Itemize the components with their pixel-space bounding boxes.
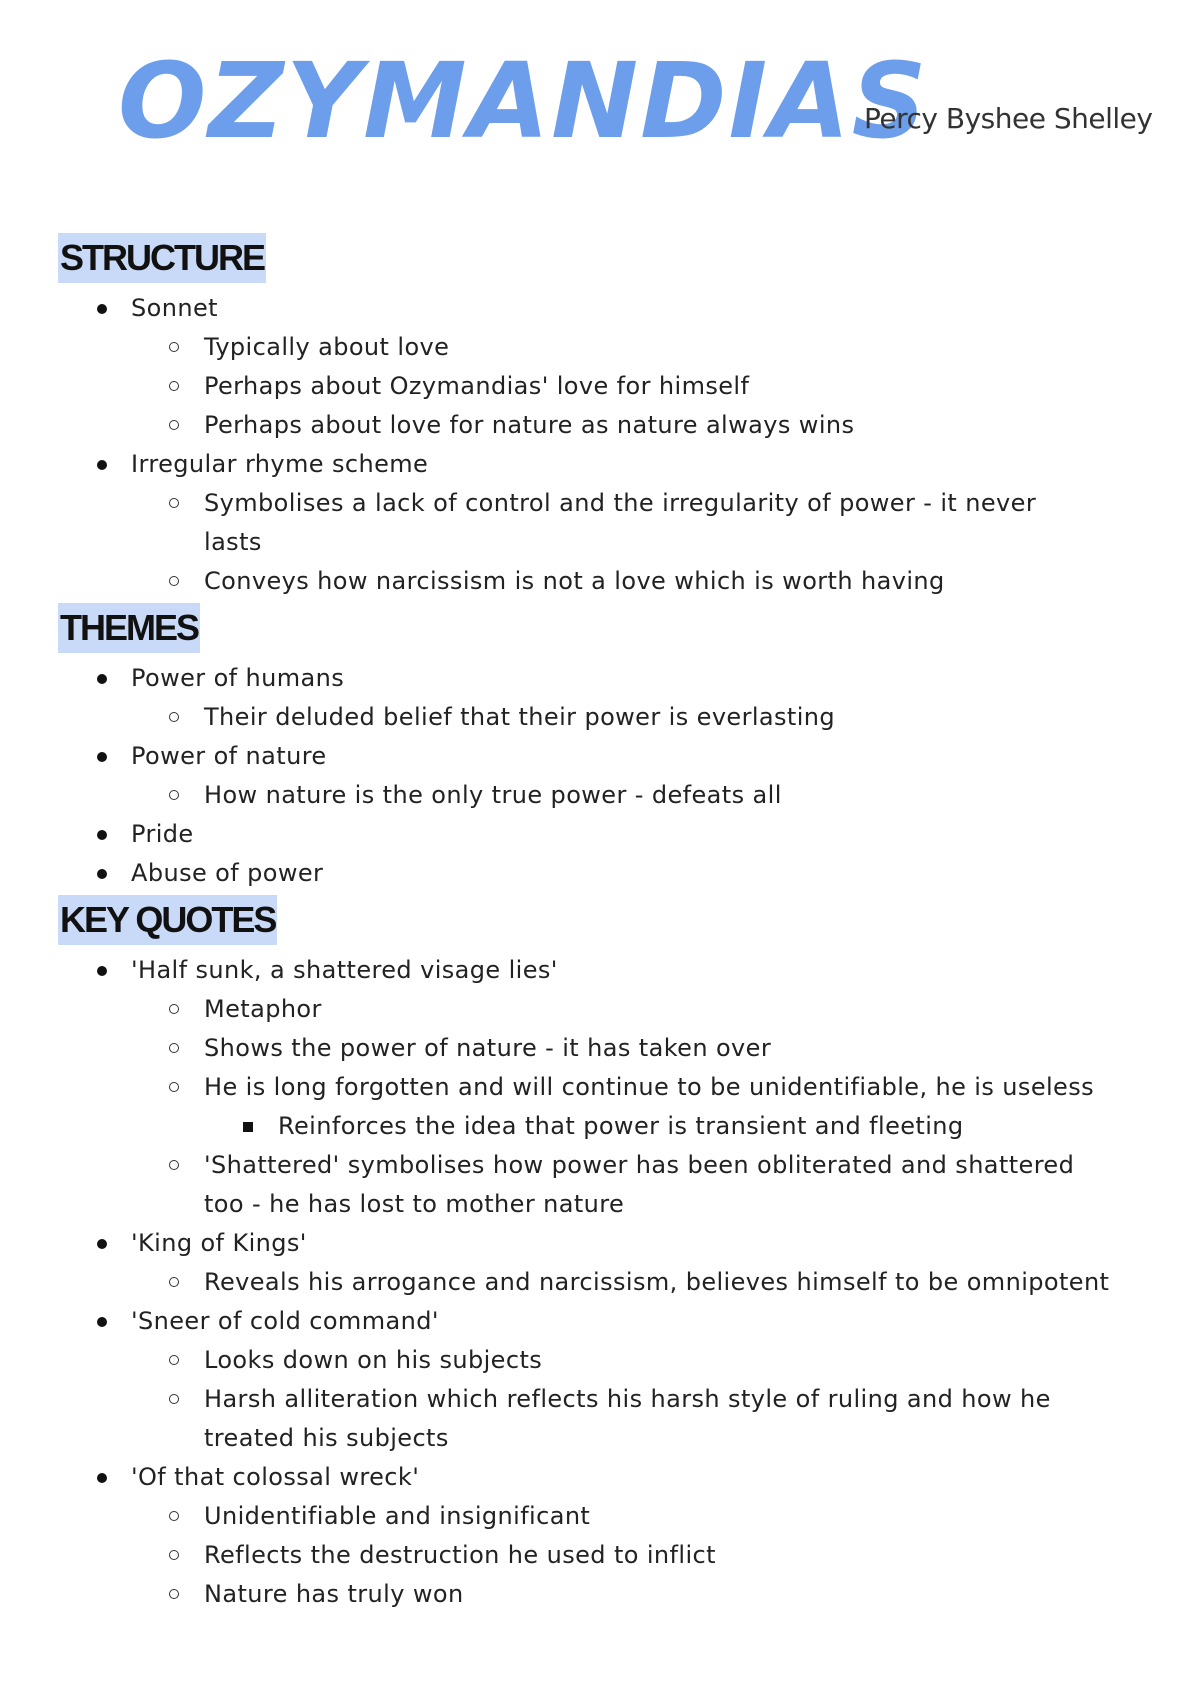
circle-bullet-icon — [169, 420, 179, 430]
list-item: Reinforces the idea that power is transient and fleeting — [278, 1112, 964, 1140]
list-item: He is long forgotten and will continue to be unidentifiable, he is useless — [204, 1073, 1095, 1101]
list-item: How nature is the only true power - defeats all — [204, 781, 782, 809]
author-name: Percy Byshee Shelley — [864, 102, 1153, 135]
bullet-icon — [97, 674, 107, 684]
circle-bullet-icon — [169, 1082, 179, 1092]
circle-bullet-icon — [169, 1277, 179, 1287]
list-item: Unidentifiable and insignificant — [204, 1502, 591, 1530]
list-item: 'Of that colossal wreck' — [131, 1463, 420, 1491]
bullet-icon — [97, 752, 107, 762]
list-item: Shows the power of nature - it has taken over — [204, 1034, 772, 1062]
circle-bullet-icon — [169, 1394, 179, 1404]
circle-bullet-icon — [169, 712, 179, 722]
list-item: Abuse of power — [131, 859, 324, 887]
list-item-continuation: treated his subjects — [204, 1424, 449, 1452]
circle-bullet-icon — [169, 1550, 179, 1560]
list-item-continuation: lasts — [204, 528, 262, 556]
bullet-icon — [97, 460, 107, 470]
square-bullet-icon — [243, 1122, 253, 1132]
list-item: Power of humans — [131, 664, 345, 692]
bullet-icon — [97, 1239, 107, 1249]
list-item: Perhaps about love for nature as nature always wins — [204, 411, 855, 439]
list-item: Typically about love — [204, 333, 450, 361]
list-item: Power of nature — [131, 742, 327, 770]
circle-bullet-icon — [169, 342, 179, 352]
bullet-icon — [97, 1317, 107, 1327]
circle-bullet-icon — [169, 1160, 179, 1170]
list-item: Harsh alliteration which reflects his harsh style of ruling and how he — [204, 1385, 1051, 1413]
circle-bullet-icon — [169, 1043, 179, 1053]
circle-bullet-icon — [169, 498, 179, 508]
circle-bullet-icon — [169, 1004, 179, 1014]
bullet-icon — [97, 869, 107, 879]
circle-bullet-icon — [169, 1511, 179, 1521]
section-heading-structure: STRUCTURE — [58, 233, 266, 283]
list-item: Their deluded belief that their power is everlasting — [204, 703, 836, 731]
circle-bullet-icon — [169, 1589, 179, 1599]
list-item: 'King of Kings' — [131, 1229, 307, 1257]
list-item: Pride — [131, 820, 194, 848]
list-item: Looks down on his subjects — [204, 1346, 543, 1374]
list-item: Conveys how narcissism is not a love which is worth having — [204, 567, 945, 595]
section-heading-key-quotes: KEY QUOTES — [58, 895, 277, 945]
list-item: Irregular rhyme scheme — [131, 450, 429, 478]
list-item: Reflects the destruction he used to inflict — [204, 1541, 716, 1569]
document-title: OZYMANDIAS — [118, 40, 929, 162]
list-item: Metaphor — [204, 995, 322, 1023]
bullet-icon — [97, 304, 107, 314]
circle-bullet-icon — [169, 1355, 179, 1365]
list-item-continuation: too - he has lost to mother nature — [204, 1190, 625, 1218]
list-item: Perhaps about Ozymandias' love for himself — [204, 372, 750, 400]
list-item: Nature has truly won — [204, 1580, 464, 1608]
circle-bullet-icon — [169, 576, 179, 586]
list-item: 'Half sunk, a shattered visage lies' — [131, 956, 558, 984]
list-item: Symbolises a lack of control and the irregularity of power - it never — [204, 489, 1037, 517]
list-item: Reveals his arrogance and narcissism, believes himself to be omnipotent — [204, 1268, 1110, 1296]
bullet-icon — [97, 1473, 107, 1483]
bullet-icon — [97, 966, 107, 976]
circle-bullet-icon — [169, 381, 179, 391]
circle-bullet-icon — [169, 790, 179, 800]
list-item: 'Sneer of cold command' — [131, 1307, 439, 1335]
bullet-icon — [97, 830, 107, 840]
section-heading-themes: THEMES — [58, 603, 200, 653]
title-row — [118, 36, 1153, 166]
list-item: 'Shattered' symbolises how power has been obliterated and shattered — [204, 1151, 1075, 1179]
list-item: Sonnet — [131, 294, 218, 322]
